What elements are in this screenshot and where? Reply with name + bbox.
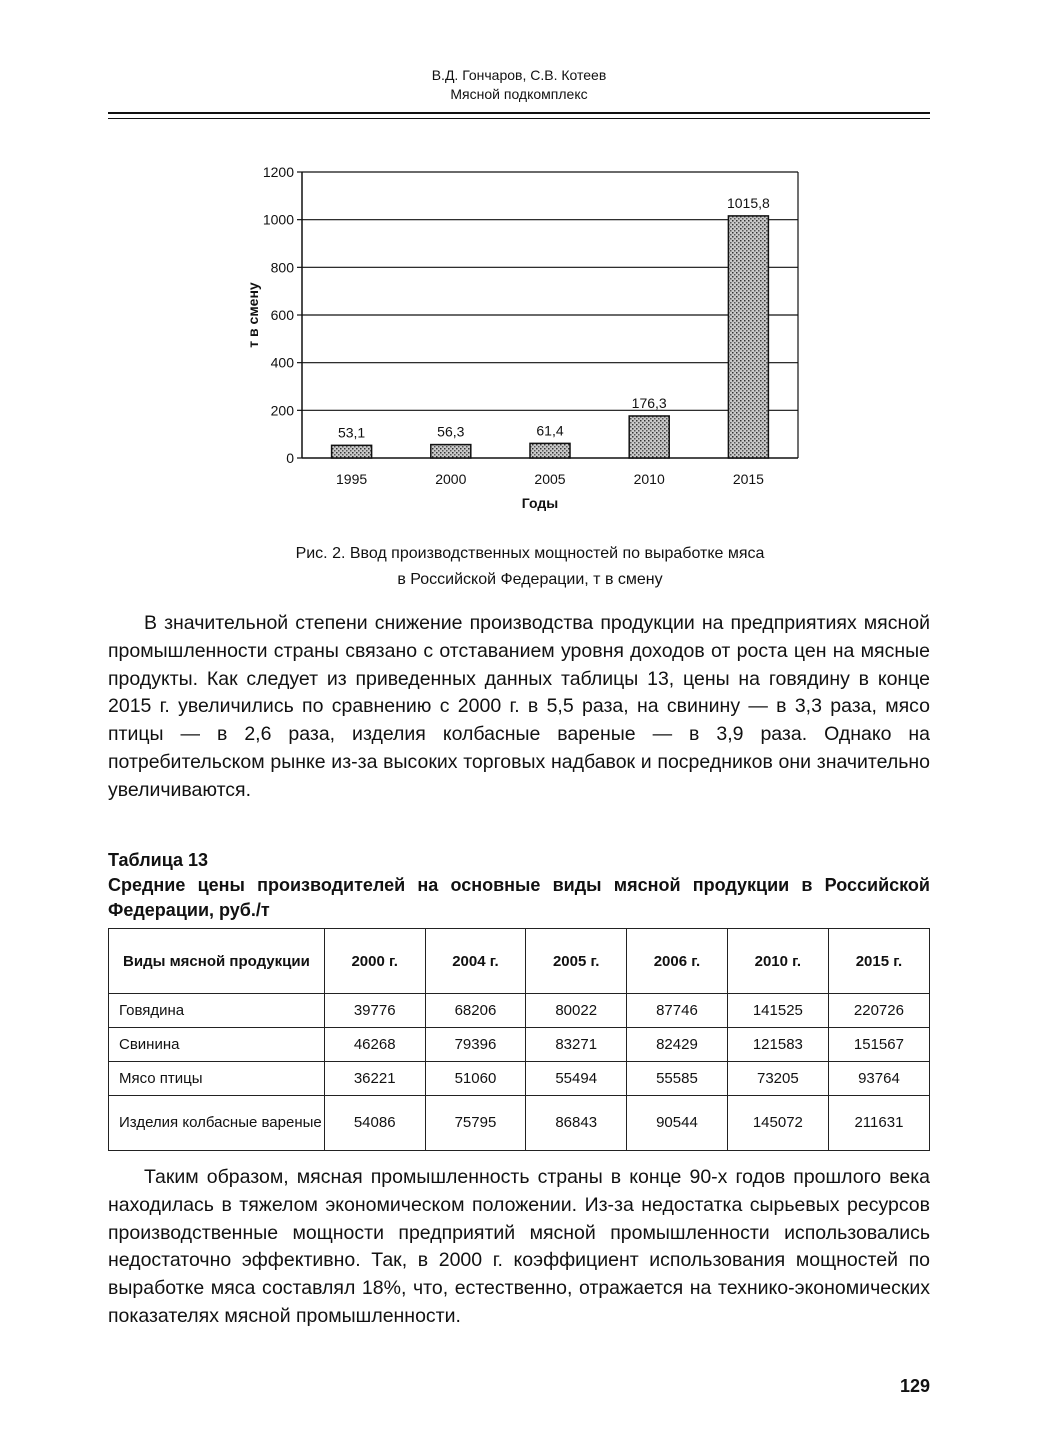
column-header: 2005 г. [526, 929, 627, 994]
table-cell: 211631 [828, 1096, 929, 1151]
column-header: 2010 г. [727, 929, 828, 994]
bar-chart [240, 160, 820, 520]
data-label: 1015,8 [726, 194, 770, 211]
data-label: 53,1 [337, 424, 366, 441]
y-tick-label: 600 [270, 307, 294, 323]
table-row [109, 1062, 930, 1096]
table-cell: 80022 [526, 994, 627, 1028]
table-cell: 55585 [627, 1062, 728, 1096]
y-tick-label: 800 [270, 259, 294, 276]
table-cell: 51060 [425, 1062, 526, 1096]
table-header-row [109, 929, 930, 994]
table-cell: 75795 [425, 1096, 526, 1151]
data-label: 61,4 [536, 422, 564, 439]
table-cell: 36221 [324, 1062, 425, 1096]
column-header: 2015 г. [828, 929, 929, 994]
running-header [108, 66, 930, 104]
x-tick-label: 2010 [633, 471, 665, 487]
table-cell: 55494 [526, 1062, 627, 1096]
bar [431, 445, 471, 458]
table-cell: 121583 [727, 1028, 828, 1062]
bar [728, 216, 768, 458]
header-rule-thin [108, 118, 930, 119]
figure-caption [200, 541, 860, 593]
header-rule-thick [108, 112, 930, 114]
data-label: 56,3 [437, 423, 465, 440]
table-cell: 79396 [425, 1028, 526, 1062]
table-cell: Свинина [109, 1028, 325, 1062]
table-cell: 151567 [828, 1028, 929, 1062]
table-cell: 86843 [526, 1096, 627, 1151]
column-header: 2006 г. [627, 929, 728, 994]
table-cell: 82429 [627, 1028, 728, 1062]
table-cell: 90544 [627, 1096, 728, 1151]
header-subtitle: Мясной подкомплекс [450, 86, 588, 102]
table-row [109, 1028, 930, 1062]
table-cell: Говядина [109, 994, 325, 1028]
column-header: Виды мясной продукции [109, 929, 325, 994]
y-axis-title: т в смену [245, 282, 261, 348]
table-cell: 83271 [526, 1028, 627, 1062]
data-label: 176,3 [631, 394, 667, 411]
y-tick-label: 1200 [262, 164, 294, 180]
x-tick-label: 2005 [534, 471, 566, 487]
column-header: 2000 г. [324, 929, 425, 994]
x-tick-label: 1995 [336, 471, 368, 487]
body-paragraph-2: Таким образом, мясная промышленность страны в конце 90-х годов прошлого века находилась в тяжелом экономическом положении. Из-за недостатка сырьевых ресурсов производственные мощности предприятий мясной промышленности использовались недостаточно эффективно. Так, в 2000 г. коэффициент использования мощностей по выработке мяса составлял 18%, что, естественно, отражается на технико-экономических показателях мясной промышленности. [108, 1166, 930, 1327]
header-authors: В.Д. Гончаров, С.В. Котеев [431, 67, 607, 83]
y-tick-label: 1000 [262, 211, 294, 228]
table-cell: 73205 [727, 1062, 828, 1096]
x-tick-label: 2000 [435, 471, 467, 487]
table-cell: 93764 [828, 1062, 929, 1096]
table-cell: 220726 [828, 994, 929, 1028]
column-header: 2004 г. [425, 929, 526, 994]
table-cell: 145072 [727, 1096, 828, 1151]
table-cell: 39776 [324, 994, 425, 1028]
table-cell: Мясо птицы [109, 1062, 325, 1096]
prices-table [108, 928, 930, 1151]
table-cell: 46268 [324, 1028, 425, 1062]
table-cell: 68206 [425, 994, 526, 1028]
table-cell: 141525 [727, 994, 828, 1028]
x-axis-title: Годы [521, 495, 559, 511]
x-tick-label: 2015 [732, 471, 764, 487]
table-cell: 54086 [324, 1096, 425, 1151]
y-tick-label: 0 [286, 450, 294, 466]
bar [629, 416, 669, 458]
table-row [109, 994, 930, 1028]
table-title: Средние цены производителей на основные виды мясной продукции в Российской Федерации, руб./т [108, 875, 930, 920]
figure-caption-line-1: Рис. 2. Ввод производственных мощностей по выработке мяса [295, 545, 765, 562]
table-cell: Изделия колбасные вареные [109, 1096, 325, 1151]
table-cell: 87746 [627, 994, 728, 1028]
bar [332, 445, 372, 458]
table-row [109, 1096, 930, 1151]
page-number: 129 [899, 1376, 930, 1396]
y-tick-label: 200 [270, 402, 294, 419]
y-tick-label: 400 [270, 354, 294, 371]
figure-caption-line-2: в Российской Федерации, т в смену [397, 571, 663, 588]
bar [530, 443, 570, 458]
body-paragraph-1: В значительной степени снижение производства продукции на предприятиях мясной промышленности страны связано с отставанием уровня доходов от роста цен на мясные продукты. Как следует из приведенных данных таблицы 13, цены на говядину в конце 2015 г. увеличились по сравнению с 2000 г. в 5,5 раза, на свинину — в 3,3 раза, мясо птицы — в 2,6 раза, изделия колбасные вареные — в 3,9 раза. Однако на потребительском рынке из-за высоких торговых надбавок и посредников они значительно увеличиваются. [108, 612, 930, 801]
table-label: Таблица 13 [108, 850, 209, 870]
